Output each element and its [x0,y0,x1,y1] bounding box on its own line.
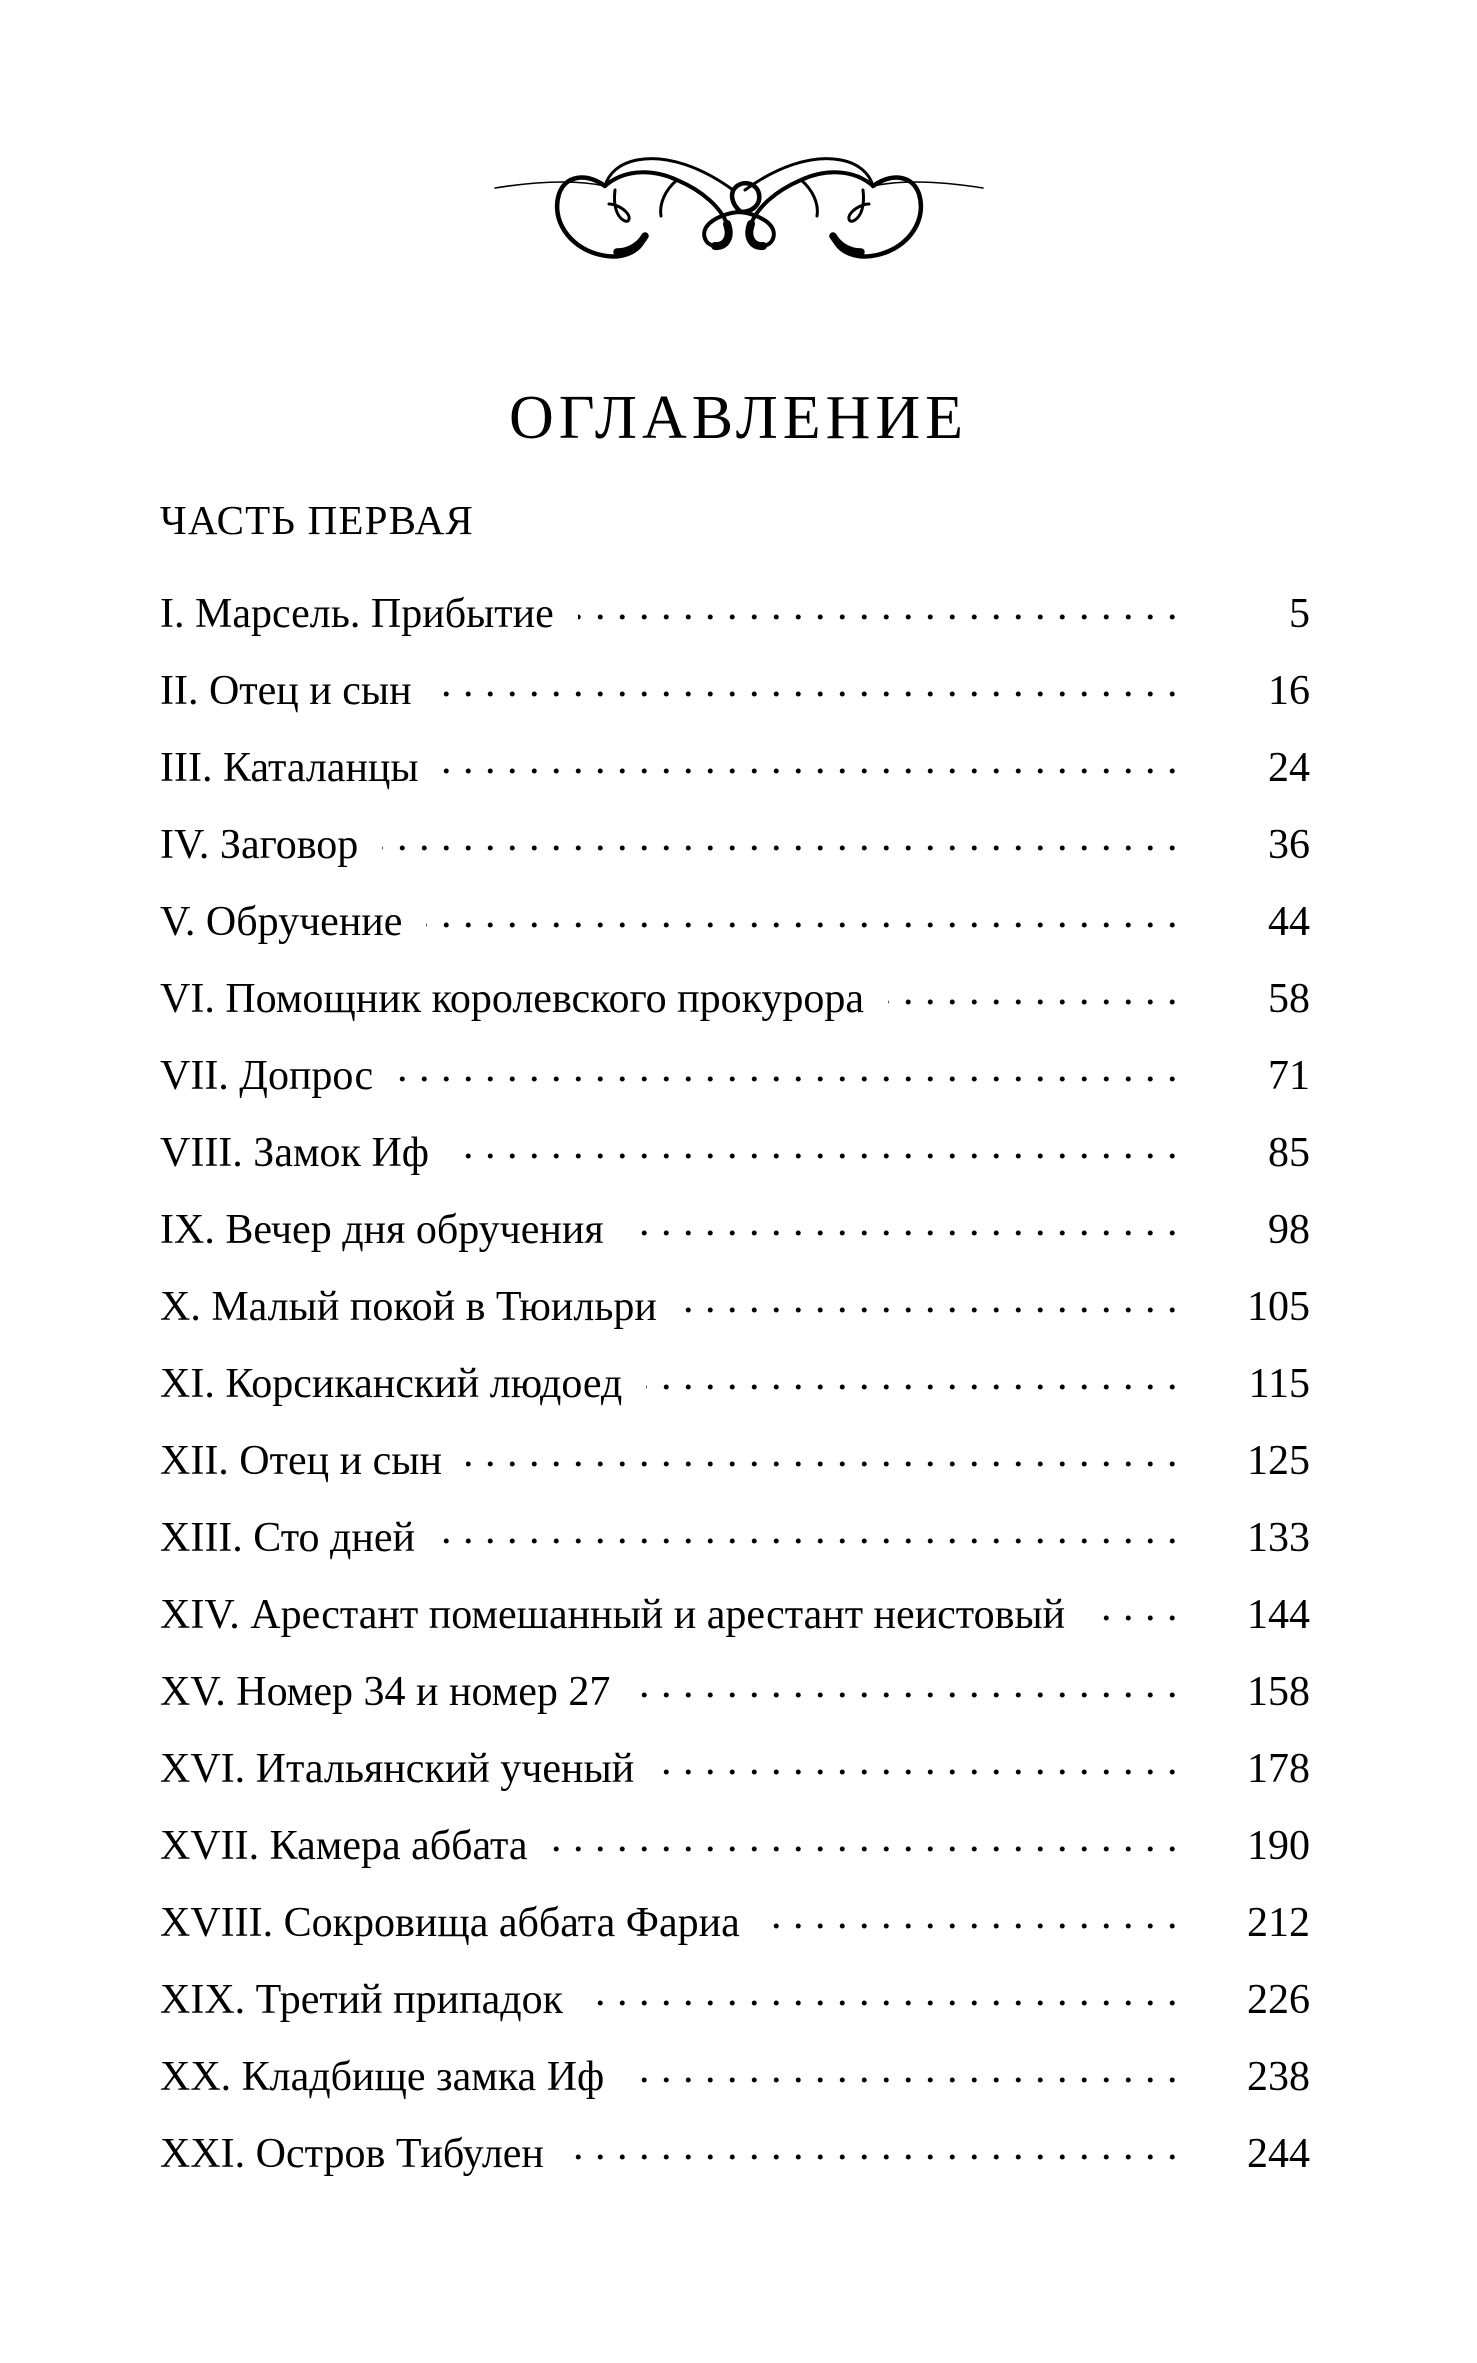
toc-entry-page-number: 144 [1247,1592,1310,1638]
toc-dot-leader [587,1971,1178,2013]
toc-entry[interactable] [160,1355,1310,1405]
toc-entry-page-number: 212 [1247,1900,1310,1946]
toc-dot-leader [764,1894,1178,1936]
toc-entry[interactable] [160,662,1310,712]
toc-entry[interactable] [160,1278,1310,1328]
toc-body [160,497,1310,2202]
toc-entry-label: I. Марсель. Прибытие [160,591,554,637]
toc-entry-page-number: 5 [1289,591,1310,637]
ornament-container [0,128,1477,280]
toc-entry-label: XVII. Камера аббата [160,1823,528,1869]
toc-dot-leader [466,1432,1178,1474]
calligraphic-flourish-ornament [489,128,989,280]
toc-entry[interactable] [160,1586,1310,1636]
toc-entry-page-number: 24 [1268,745,1310,791]
toc-dot-leader [453,1124,1178,1166]
toc-entry[interactable] [160,1740,1310,1790]
toc-dot-leader [439,1509,1178,1551]
toc-dot-leader [552,1817,1178,1859]
toc-entry-label: XIV. Арестант помешанный и арестант неистовый [160,1592,1066,1638]
toc-entry-label: VIII. Замок Иф [160,1130,430,1176]
toc-entry-label: XI. Корсиканский людоед [160,1361,623,1407]
toc-entry-page-number: 238 [1247,2054,1310,2100]
toc-entry-label: IV. Заговор [160,822,359,868]
toc-entry-page-number: 85 [1268,1130,1310,1176]
toc-entry[interactable] [160,585,1310,635]
toc-entry[interactable] [160,1894,1310,1944]
toc-entry[interactable] [160,1817,1310,1867]
toc-entry-page-number: 44 [1268,899,1310,945]
toc-entry-page-number: 226 [1247,1977,1310,2023]
toc-entry[interactable] [160,1663,1310,1713]
toc-entry[interactable] [160,1047,1310,1097]
toc-entry-label: VII. Допрос [160,1053,374,1099]
toc-dot-leader [888,970,1178,1012]
toc-dot-leader [634,1663,1178,1705]
toc-entry-page-number: 58 [1268,976,1310,1022]
toc-dot-leader [443,739,1178,781]
toc-entry-page-number: 98 [1268,1207,1310,1253]
toc-entry-page-number: 133 [1247,1515,1310,1561]
toc-entry-label: VI. Помощник королевского прокурора [160,976,865,1022]
toc-list [160,585,1310,2175]
toc-entry-page-number: 115 [1248,1361,1310,1407]
toc-dot-leader [681,1278,1178,1320]
part-heading: ЧАСТЬ ПЕРВАЯ [160,497,474,543]
toc-entry[interactable] [160,1971,1310,2021]
toc-dot-leader [578,585,1178,627]
toc-entry[interactable] [160,1201,1310,1251]
toc-dot-leader [1089,1586,1178,1628]
toc-entry-label: X. Малый покой в Тюильри [160,1284,657,1330]
toc-entry-label: XVI. Итальянский ученый [160,1746,635,1792]
toc-dot-leader [628,2048,1178,2090]
toc-dot-leader [382,816,1178,858]
toc-entry-page-number: 71 [1268,1053,1310,1099]
toc-dot-leader [646,1355,1178,1397]
toc-entry-label: II. Отец и сын [160,668,412,714]
toc-dot-leader [397,1047,1178,1089]
toc-entry-page-number: 190 [1247,1823,1310,1869]
toc-entry-label: XXI. Остров Тибулен [160,2131,544,2177]
toc-entry-page-number: 125 [1247,1438,1310,1484]
toc-entry-label: XX. Кладбище замка Иф [160,2054,605,2100]
toc-entry-page-number: 36 [1268,822,1310,868]
toc-dot-leader [436,662,1178,704]
toc-entry[interactable] [160,816,1310,866]
toc-entry[interactable] [160,1509,1310,1559]
toc-entry[interactable] [160,2048,1310,2098]
toc-entry-label: V. Обручение [160,899,403,945]
toc-entry-label: IX. Вечер дня обручения [160,1207,604,1253]
toc-dot-leader [426,893,1178,935]
toc-entry-label: XII. Отец и сын [160,1438,442,1484]
toc-entry[interactable] [160,739,1310,789]
toc-entry-page-number: 244 [1247,2131,1310,2177]
toc-dot-leader [568,2125,1178,2167]
toc-entry-label: III. Каталанцы [160,745,419,791]
page-title: ОГЛАВЛЕНИЕ [508,383,969,452]
toc-entry[interactable] [160,893,1310,943]
toc-entry-page-number: 16 [1268,668,1310,714]
toc-entry[interactable] [160,2125,1310,2175]
toc-entry-page-number: 105 [1247,1284,1310,1330]
toc-entry-label: XVIII. Сокровища аббата Фариа [160,1900,740,1946]
toc-entry-label: XV. Номер 34 и номер 27 [160,1669,611,1715]
toc-dot-leader [628,1201,1178,1243]
toc-entry-label: XIII. Сто дней [160,1515,416,1561]
toc-entry[interactable] [160,970,1310,1020]
toc-entry-label: XIX. Третий припадок [160,1977,563,2023]
toc-entry-page-number: 178 [1247,1746,1310,1792]
toc-entry-page-number: 158 [1247,1669,1310,1715]
toc-entry[interactable] [160,1432,1310,1482]
toc-dot-leader [658,1740,1178,1782]
toc-entry[interactable] [160,1124,1310,1174]
